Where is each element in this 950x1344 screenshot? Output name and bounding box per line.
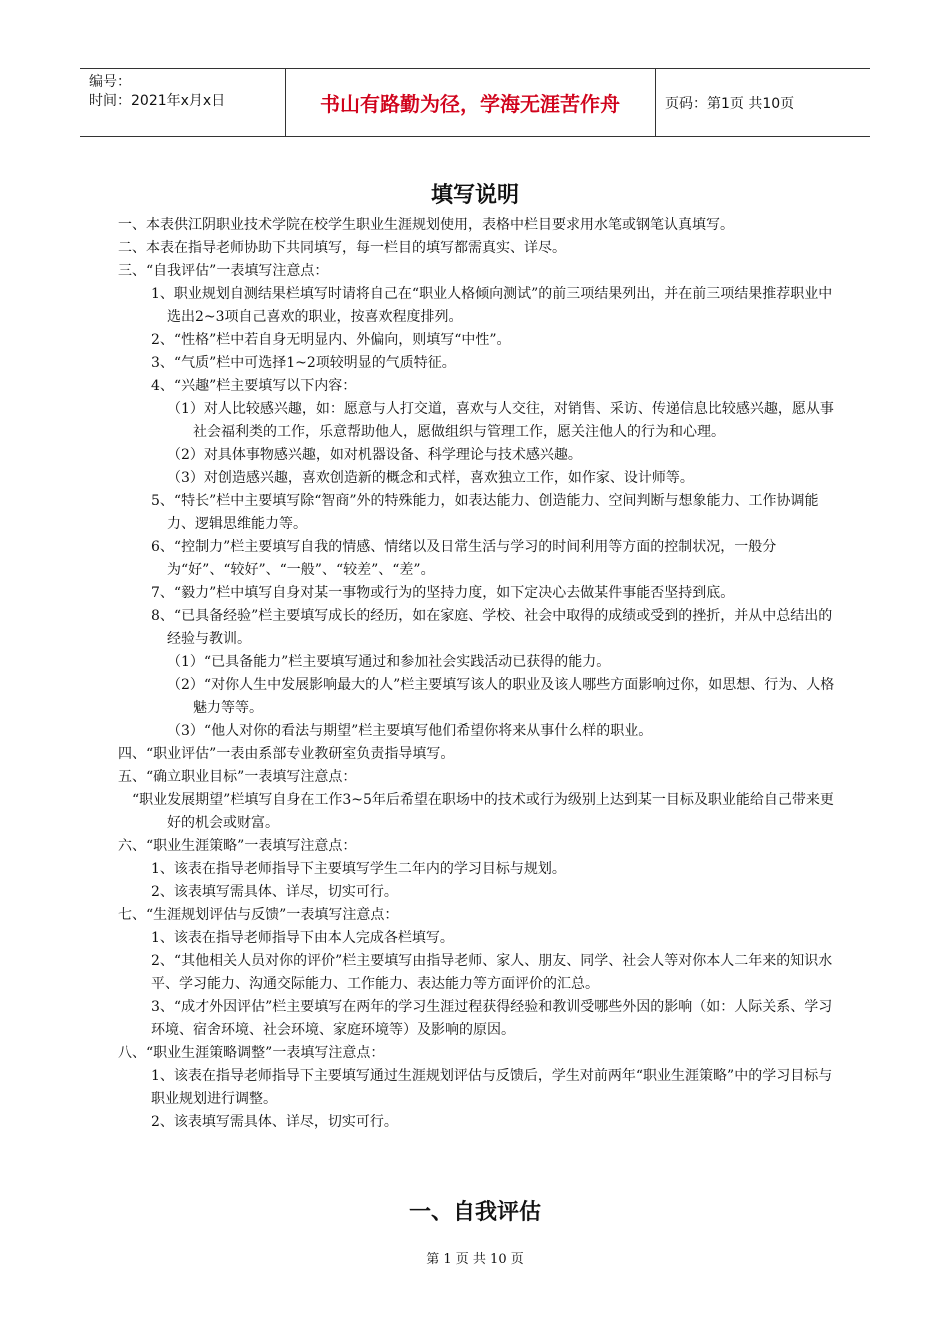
section-heading: 一、自我评估: [408, 1200, 541, 1225]
instruction-item: 六、“职业生涯策略”一表填写注意点：: [118, 838, 357, 854]
instruction-item: （2）对具体事物感兴趣，如对机器设备、科学理论与技术感兴趣。: [167, 447, 582, 463]
instructions-body: [118, 214, 838, 1134]
page-footer: 第 1 页 共 10 页: [426, 1252, 524, 1267]
instruction-item: 一、本表供江阴职业技术学院在校学生职业生涯规划使用，表格中栏目要求用水笔或钢笔认真填写。: [118, 217, 734, 233]
instruction-item: 2、该表填写需具体、详尽，切实可行。: [151, 884, 398, 900]
instruction-item: 四、“职业评估”一表由系部专业教研室负责指导填写。: [118, 746, 455, 762]
instruction-item: 3、“成才外因评估”栏主要填写在两年的学习生涯过程获得经验和教训受哪些外因的影响（如：人际关系、学习环境、宿舍环境、社会环境、家庭环境等）及影响的原因。: [151, 999, 833, 1038]
instruction-item: （3）“他人对你的看法与期望”栏主要填写他们希望你将来从事什么样的职业。: [167, 723, 653, 739]
page-title: 填写说明: [430, 183, 519, 208]
time-label: 时间：2021年x月x日: [89, 93, 226, 109]
instruction-item: 1、该表在指导老师指导下主要填写学生二年内的学习目标与规划。: [151, 861, 566, 877]
instruction-item: 八、“职业生涯策略调整”一表填写注意点：: [118, 1045, 385, 1061]
instruction-item: （3）对创造感兴趣，喜欢创造新的概念和式样，喜欢独立工作，如作家、设计师等。: [167, 470, 694, 486]
instruction-item: 二、本表在指导老师协助下共同填写，每一栏目的填写都需真实、详尽。: [118, 240, 566, 256]
instruction-item: “职业发展期望”栏填写自身在工作3~5年后希望在职场中的技术或行为级别上达到某一目标及职业能给自己带来更好的机会或财富。: [132, 792, 834, 831]
instruction-item: 8、“已具备经验”栏主要填写成长的经历，如在家庭、学校、社会中取得的成绩或受到的挫折，并从中总结出的经验与教训。: [151, 608, 833, 647]
header-meta: [80, 69, 286, 136]
instruction-item: 3、“气质”栏中可选择1~2项较明显的气质特征。: [151, 355, 456, 371]
instruction-item: 1、该表在指导老师指导下由本人完成各栏填写。: [151, 930, 454, 946]
instruction-item: 2、“其他相关人员对你的评价”栏主要填写由指导老师、家人、朋友、同学、社会人等对你本人二年来的知识水平、学习能力、沟通交际能力、工作能力、表达能力等方面评价的汇总。: [151, 953, 833, 992]
number-label: 编号：: [89, 74, 131, 90]
instruction-item: 7、“毅力”栏中填写自身对某一事物或行为的坚持力度，如下定决心去做某件事能否坚持到底。: [151, 585, 735, 601]
header-motto: 书山有路勤为径，学海无涯苦作舟: [285, 69, 656, 136]
header-page-info: 页码：第1页 共10页: [665, 95, 795, 112]
instruction-item: 三、“自我评估”一表填写注意点：: [118, 263, 329, 279]
instruction-item: 4、“兴趣”栏主要填写以下内容：: [151, 378, 357, 394]
instruction-item: 2、“性格”栏中若自身无明显内、外偏向，则填写“中性”。: [151, 332, 511, 348]
instruction-item: （2）“对你人生中发展影响最大的人”栏主要填写该人的职业及该人哪些方面影响过你，如思想、行为、人格魅力等等。: [167, 677, 835, 716]
document-header: [80, 68, 870, 137]
instruction-item: 七、“生涯规划评估与反馈”一表填写注意点：: [118, 907, 399, 923]
instruction-item: 1、职业规划自测结果栏填写时请将自己在“职业人格倾向测试”的前三项结果列出，并在前三项结果推荐职业中选出2~3项自己喜欢的职业，按喜欢程度排列。: [151, 286, 833, 325]
instruction-item: 6、“控制力”栏主要填写自我的情感、情绪以及日常生活与学习的时间利用等方面的控制状况，一般分为“好”、“较好”、“一般”、“较差”、“差”。: [151, 539, 777, 578]
instruction-item: （1）“已具备能力”栏主要填写通过和参加社会实践活动已获得的能力。: [167, 654, 611, 670]
instruction-item: 2、该表填写需具体、详尽，切实可行。: [151, 1114, 398, 1130]
instruction-item: 5、“特长”栏中主要填写除“智商”外的特殊能力，如表达能力、创造能力、空间判断与想象能力、工作协调能力、逻辑思维能力等。: [151, 493, 819, 532]
instruction-item: 1、该表在指导老师指导下主要填写通过生涯规划评估与反馈后，学生对前两年“职业生涯策略”中的学习目标与职业规划进行调整。: [151, 1068, 833, 1107]
instruction-item: （1）对人比较感兴趣，如：愿意与人打交道，喜欢与人交往，对销售、采访、传递信息比较感兴趣，愿从事社会福利类的工作，乐意帮助他人，愿做组织与管理工作，愿关注他人的行为和心理。: [167, 401, 834, 440]
instruction-item: 五、“确立职业目标”一表填写注意点：: [118, 769, 357, 785]
